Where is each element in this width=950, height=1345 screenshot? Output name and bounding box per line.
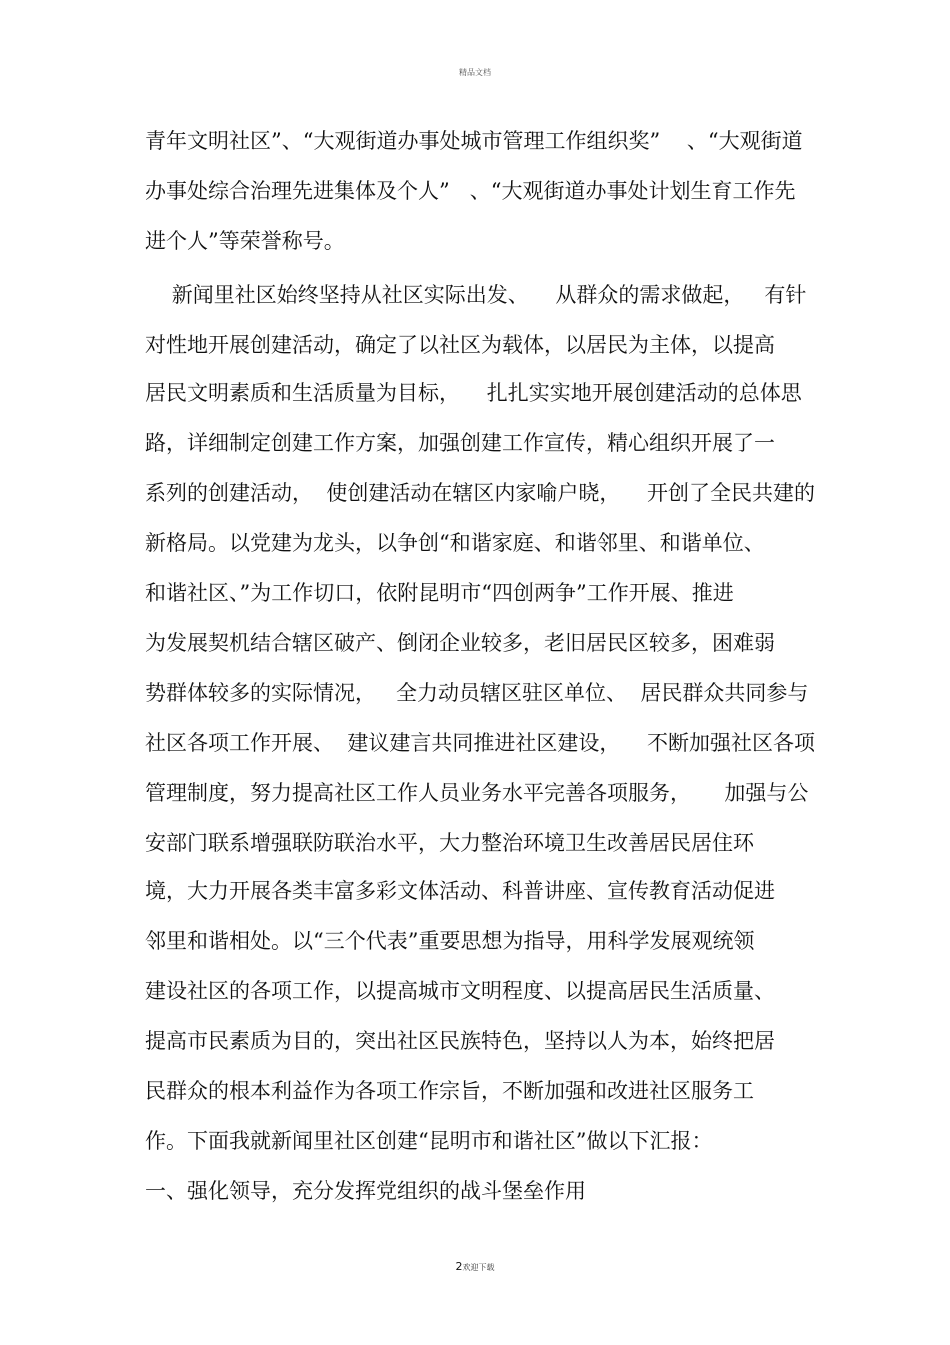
text-line: 境，大力开展各类丰富多彩文体活动、科普讲座、宣传教育活动促进	[145, 879, 775, 903]
text-line: 民群众的根本利益作为各项工作宗旨，不断加强和改进社区服务工	[145, 1079, 754, 1103]
text-line: 势群体较多的实际情况， 全力动员辖区驻区单位、 居民群众共同参与	[145, 681, 809, 705]
footer-label: 欢迎下载	[462, 1263, 495, 1272]
text-line: 作。下面我就新闻里社区创建“昆明市和谐社区”做以下汇报：	[145, 1129, 713, 1153]
text-line: 居民文明素质和生活质量为目标， 扎扎实实地开展创建活动的总体思	[145, 381, 802, 405]
text-line: 和谐社区、”为工作切口，依附昆明市“四创两争”工作开展、推进	[145, 581, 734, 605]
text-line: 进个人”等荣誉称号。	[145, 229, 345, 253]
text-line: 建设社区的各项工作，以提高城市文明程度、以提高居民生活质量、	[145, 979, 775, 1003]
text-line: 管理制度，努力提高社区工作人员业务水平完善各项服务， 加强与公	[145, 781, 809, 805]
text-line: 系列的创建活动， 使创建活动在辖区内家喻户晓， 开创了全民共建的	[145, 481, 816, 505]
section-heading: 一、强化领导，充分发挥党组织的战斗堡垒作用	[145, 1179, 586, 1203]
text-line: 路，详细制定创建工作方案，加强创建工作宣传，精心组织开展了一	[145, 431, 775, 455]
text-line: 安部门联系增强联防联治水平，大力整治环境卫生改善居民居住环	[145, 831, 754, 855]
text-line: 对性地开展创建活动，确定了以社区为载体，以居民为主体，以提高	[145, 333, 775, 357]
text-line: 邻里和谐相处。以“三个代表”重要思想为指导，用科学发展观统领	[145, 929, 755, 953]
text-line: 新闻里社区始终坚持从社区实际出发、 从群众的需求做起， 有针	[145, 283, 807, 307]
page-number: 2	[455, 1260, 463, 1273]
text-line: 社区各项工作开展、 建议建言共同推进社区建设， 不断加强社区各项	[145, 731, 816, 755]
text-line: 办事处综合治理先进集体及个人” 、“大观街道办事处计划生育工作先	[145, 179, 796, 203]
page-footer	[0, 1260, 950, 1273]
text-line: 提高市民素质为目的，突出社区民族特色，坚持以人为本，始终把居	[145, 1029, 775, 1053]
text-line: 新格局。以党建为龙头，以争创“和谐家庭、和谐邻里、和谐单位、	[145, 531, 765, 555]
header-watermark: 精品文档	[459, 68, 491, 77]
text-line: 为发展契机结合辖区破产、倒闭企业较多，老旧居民区较多，困难弱	[145, 631, 775, 655]
text-line: 青年文明社区”、“大观街道办事处城市管理工作组织奖” 、“大观街道	[145, 129, 803, 153]
